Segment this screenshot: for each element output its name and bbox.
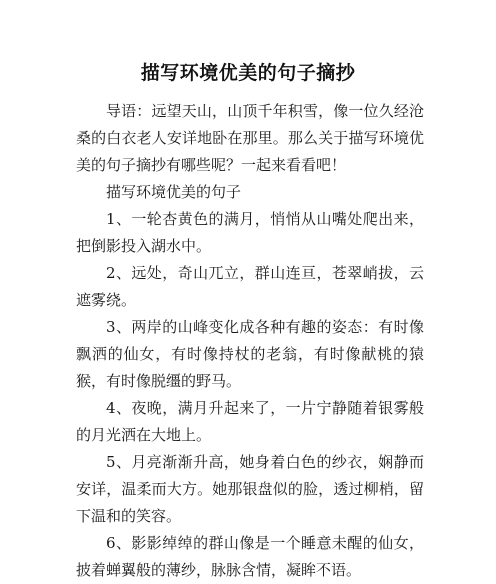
sentence-item: 3、两岸的山峰变化成各种有趣的姿态：有时像飘洒的仙女，有时像持杖的老翁，有时像献桃的猿猴，有时像脱缰的野马。: [76, 318, 424, 390]
sentence-item: 5、月亮渐渐升高，她身着白色的纱衣，娴静而安详，温柔而大方。她那银盘似的脸，透过柳梢，留下温和的笑容。: [76, 453, 424, 525]
sentence-item: 1、一轮杏黄色的满月，悄悄从山嘴处爬出来，把倒影投入湖水中。: [76, 210, 424, 255]
document-title: 描写环境优美的句子摘抄: [140, 62, 356, 84]
sentence-item: 4、夜晚，满月升起来了，一片宁静随着银雾般的月光洒在大地上。: [76, 399, 424, 444]
sentence-item: 2、远处，奇山兀立，群山连亘，苍翠峭拔，云遮雾绕。: [76, 264, 424, 309]
document-body: [76, 98, 424, 584]
sentence-item: 6、影影绰绰的群山像是一个睡意未醒的仙女，披着蝉翼般的薄纱，脉脉含情，凝眸不语。: [76, 534, 424, 579]
section-heading: 描写环境优美的句子: [106, 183, 242, 201]
intro-paragraph: 导语：远望天山，山顶千年积雪，像一位久经沧桑的白衣老人安详地卧在那里。那么关于描写环境优美的句子摘抄有哪些呢？一起来看看吧！: [76, 102, 424, 174]
